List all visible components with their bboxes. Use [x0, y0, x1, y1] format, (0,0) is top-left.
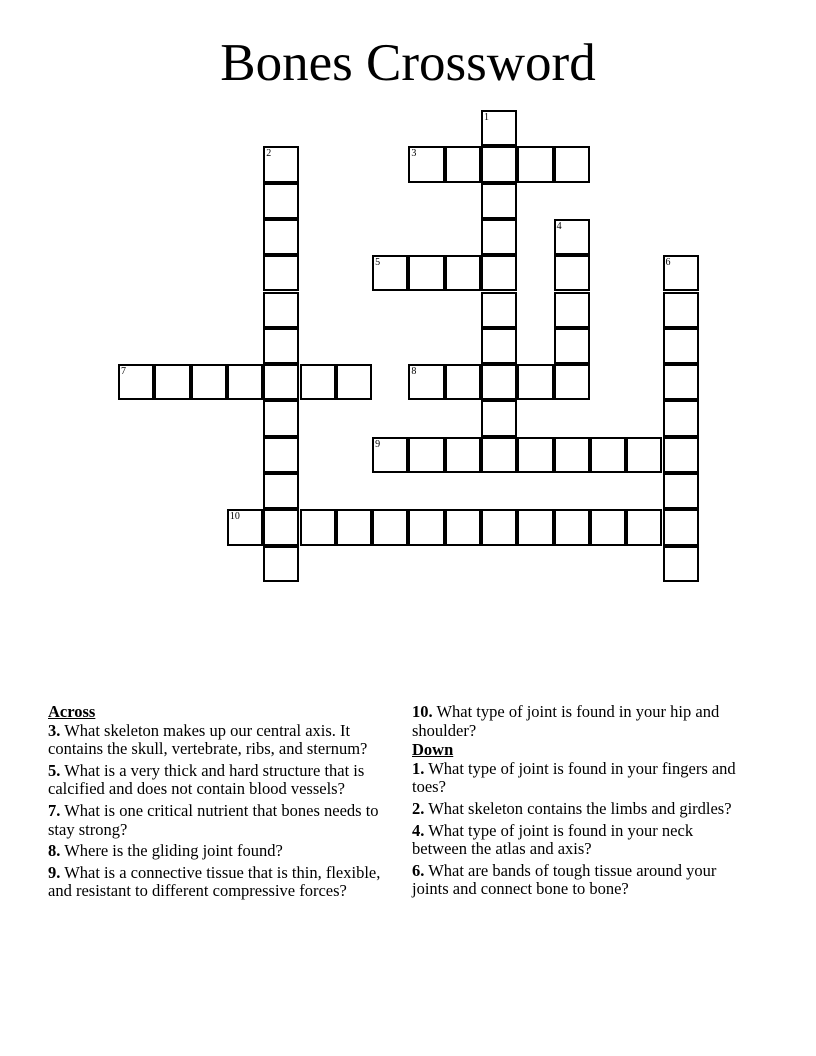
clue-number: 4.: [412, 820, 425, 840]
grid-cell[interactable]: [554, 255, 590, 291]
grid-cell[interactable]: [263, 292, 299, 328]
clue-number-label: 5: [375, 257, 381, 269]
clue-number: 3.: [48, 720, 61, 740]
grid-cell[interactable]: [663, 364, 699, 400]
grid-cell[interactable]: [590, 509, 626, 545]
clue-number-label: 4: [556, 220, 562, 232]
grid-cell[interactable]: [445, 509, 481, 545]
clue-text: What type of joint is found in your hip and shoulder?: [412, 702, 720, 740]
clue-across-7: [48, 802, 398, 839]
grid-cell[interactable]: [372, 437, 408, 473]
grid-cell[interactable]: [663, 546, 699, 582]
grid-cell[interactable]: [481, 146, 517, 182]
grid-cell[interactable]: [663, 509, 699, 545]
grid-cell[interactable]: [263, 183, 299, 219]
grid-cell[interactable]: [263, 219, 299, 255]
clue-number-label: 10: [229, 511, 240, 523]
grid-cell[interactable]: [263, 146, 299, 182]
clue-number: 2.: [412, 798, 425, 818]
grid-cell[interactable]: [517, 364, 553, 400]
grid-cell[interactable]: [154, 364, 190, 400]
grid-cell[interactable]: [481, 364, 517, 400]
clue-number: 5.: [48, 760, 61, 780]
clue-text: What skeleton makes up our central axis. It contains the skull, vertebrate, ribs, and sternum?: [48, 720, 368, 759]
grid-cell[interactable]: [445, 146, 481, 182]
grid-cell[interactable]: [336, 364, 372, 400]
page-title: Bones Crossword: [220, 34, 596, 92]
clues-column-left: [48, 703, 398, 904]
grid-cell[interactable]: [263, 255, 299, 291]
grid-cell[interactable]: [408, 437, 444, 473]
grid-cell[interactable]: [554, 146, 590, 182]
grid-cell[interactable]: [554, 328, 590, 364]
grid-cell[interactable]: [263, 400, 299, 436]
grid-cell[interactable]: [481, 292, 517, 328]
grid-cell[interactable]: [481, 437, 517, 473]
clue-text: What is one critical nutrient that bones needs to stay strong?: [48, 800, 379, 839]
grid-cell[interactable]: [554, 437, 590, 473]
clue-number-label: 8: [411, 366, 417, 378]
grid-cell[interactable]: [408, 255, 444, 291]
clue-number: 1.: [412, 758, 425, 778]
clue-down-1: [412, 760, 752, 797]
clues-column-right: [412, 703, 752, 902]
grid-cell[interactable]: [408, 146, 444, 182]
grid-cell[interactable]: [554, 219, 590, 255]
grid-cell[interactable]: [481, 110, 517, 146]
grid-cell[interactable]: [227, 509, 263, 545]
grid-cell[interactable]: [445, 255, 481, 291]
grid-cell[interactable]: [481, 400, 517, 436]
grid-cell[interactable]: [300, 364, 336, 400]
clue-down-6: [412, 862, 752, 899]
clue-number: 7.: [48, 800, 61, 820]
clue-across-8: [48, 842, 398, 861]
clue-across-3: [48, 722, 398, 759]
grid-cell[interactable]: [372, 509, 408, 545]
grid-cell[interactable]: [481, 183, 517, 219]
grid-cell[interactable]: [554, 292, 590, 328]
clue-number: 9.: [48, 862, 61, 882]
clue-down-2: [412, 800, 752, 819]
grid-cell[interactable]: [663, 400, 699, 436]
clue-text: Where is the gliding joint found?: [64, 841, 283, 861]
grid-cell[interactable]: [663, 328, 699, 364]
clue-across-5: [48, 762, 398, 799]
clue-across-10: [412, 703, 752, 740]
clue-text: What is a connective tissue that is thin, flexible, and resistant to different compressive forces?: [48, 862, 381, 901]
grid-cell[interactable]: [481, 328, 517, 364]
grid-cell[interactable]: [191, 364, 227, 400]
clue-number: 10.: [412, 702, 433, 721]
clue-number-label: 6: [665, 257, 671, 269]
clue-number: 8.: [48, 841, 61, 861]
grid-cell[interactable]: [554, 509, 590, 545]
grid-cell[interactable]: [663, 292, 699, 328]
grid-cell[interactable]: [663, 473, 699, 509]
grid-cell[interactable]: [517, 437, 553, 473]
grid-cell[interactable]: [408, 509, 444, 545]
grid-cell[interactable]: [481, 255, 517, 291]
clue-number-label: 2: [266, 148, 272, 160]
grid-cell[interactable]: [263, 328, 299, 364]
clue-number: 6.: [412, 860, 425, 880]
clue-text: What are bands of tough tissue around your joints and connect bone to bone?: [412, 860, 717, 899]
grid-cell[interactable]: [554, 364, 590, 400]
grid-cell[interactable]: [517, 509, 553, 545]
grid-cell[interactable]: [300, 509, 336, 545]
grid-cell[interactable]: [517, 146, 553, 182]
grid-cell[interactable]: [626, 437, 662, 473]
clue-number-label: 7: [121, 366, 126, 378]
clue-text: What is a very thick and hard structure that is calcified and does not contain blood vessels?: [48, 760, 365, 799]
grid-cell[interactable]: [481, 219, 517, 255]
grid-cell[interactable]: [263, 509, 299, 545]
down-heading: Down: [412, 740, 454, 760]
grid-cell[interactable]: [626, 509, 662, 545]
clue-across-9: [48, 864, 398, 901]
clue-number-label: 3: [411, 148, 417, 160]
clue-number-label: 1: [484, 112, 489, 123]
grid-cell[interactable]: [445, 437, 481, 473]
grid-cell[interactable]: [663, 255, 699, 291]
grid-cell[interactable]: [263, 473, 299, 509]
clue-number-label: 9: [375, 438, 381, 450]
grid-cell[interactable]: [263, 437, 299, 473]
grid-cell[interactable]: [663, 437, 699, 473]
clue-text: What type of joint is found in your neck between the atlas and axis?: [412, 820, 694, 859]
across-heading: Across: [48, 702, 96, 721]
grid-cell[interactable]: [263, 364, 299, 400]
grid-cell[interactable]: [590, 437, 626, 473]
grid-cell[interactable]: [227, 364, 263, 400]
grid-cell[interactable]: [263, 546, 299, 582]
grid-cell[interactable]: [336, 509, 372, 545]
clue-down-4: [412, 822, 752, 859]
grid-cell[interactable]: [408, 364, 444, 400]
grid-cell[interactable]: [118, 364, 154, 400]
clue-text: What type of joint is found in your fingers and toes?: [412, 758, 736, 797]
grid-cell[interactable]: [481, 509, 517, 545]
grid-cell[interactable]: [372, 255, 408, 291]
grid-cell[interactable]: [445, 364, 481, 400]
clue-text: What skeleton contains the limbs and girdles?: [428, 798, 732, 818]
